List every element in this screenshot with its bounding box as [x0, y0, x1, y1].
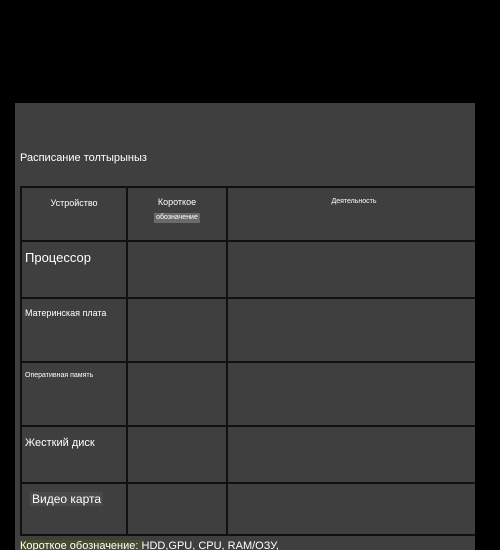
- header-short-label-line2: обозначение: [156, 214, 198, 221]
- activity-cell[interactable]: [227, 483, 475, 535]
- header-activity-label: Деятельность: [331, 198, 377, 205]
- table-row: [21, 426, 475, 483]
- header-device: [21, 187, 127, 241]
- device-label-hdd: Жесткий диск: [25, 437, 95, 449]
- activity-cell[interactable]: [227, 241, 475, 298]
- table-header-row: [21, 187, 475, 241]
- short-names-note: [20, 540, 279, 550]
- device-label-ram: Оперативная память: [25, 372, 94, 379]
- activity-cell[interactable]: [227, 298, 475, 362]
- table-row: [21, 483, 475, 535]
- short-name-cell[interactable]: [127, 362, 227, 426]
- header-short-label-line1: Короткое: [157, 197, 197, 207]
- device-cell: [21, 298, 127, 362]
- short-name-cell[interactable]: [127, 483, 227, 535]
- table-row: [21, 362, 475, 426]
- right-black-gutter: [475, 103, 500, 550]
- device-label-motherboard: Материнская плата: [25, 308, 107, 318]
- short-name-cell[interactable]: [127, 298, 227, 362]
- top-black-area: [0, 0, 500, 103]
- header-activity: [227, 187, 475, 241]
- device-label-cpu: Процессор: [25, 250, 91, 265]
- worksheet-heading: Расписание толтырыныз: [20, 152, 147, 164]
- device-cell: [21, 241, 127, 298]
- worksheet: [15, 103, 475, 550]
- device-label-gpu-wrap: [22, 484, 126, 506]
- schedule-table: [20, 186, 475, 536]
- table-row: [21, 241, 475, 298]
- device-label-gpu: Видео карта: [32, 492, 102, 506]
- short-name-cell[interactable]: [127, 426, 227, 483]
- short-names-note-values: HDD,GPU, CPU, RAM/ОЗУ,: [141, 540, 279, 550]
- header-device-label: Устройство: [50, 198, 98, 208]
- activity-cell[interactable]: [227, 362, 475, 426]
- short-names-note-label: Короткое обозначение:: [20, 540, 142, 550]
- device-cell: [21, 426, 127, 483]
- activity-cell[interactable]: [227, 426, 475, 483]
- header-short-name: [127, 187, 227, 241]
- device-cell: [21, 483, 127, 535]
- short-name-cell[interactable]: [127, 241, 227, 298]
- device-cell: [21, 362, 127, 426]
- table-row: [21, 298, 475, 362]
